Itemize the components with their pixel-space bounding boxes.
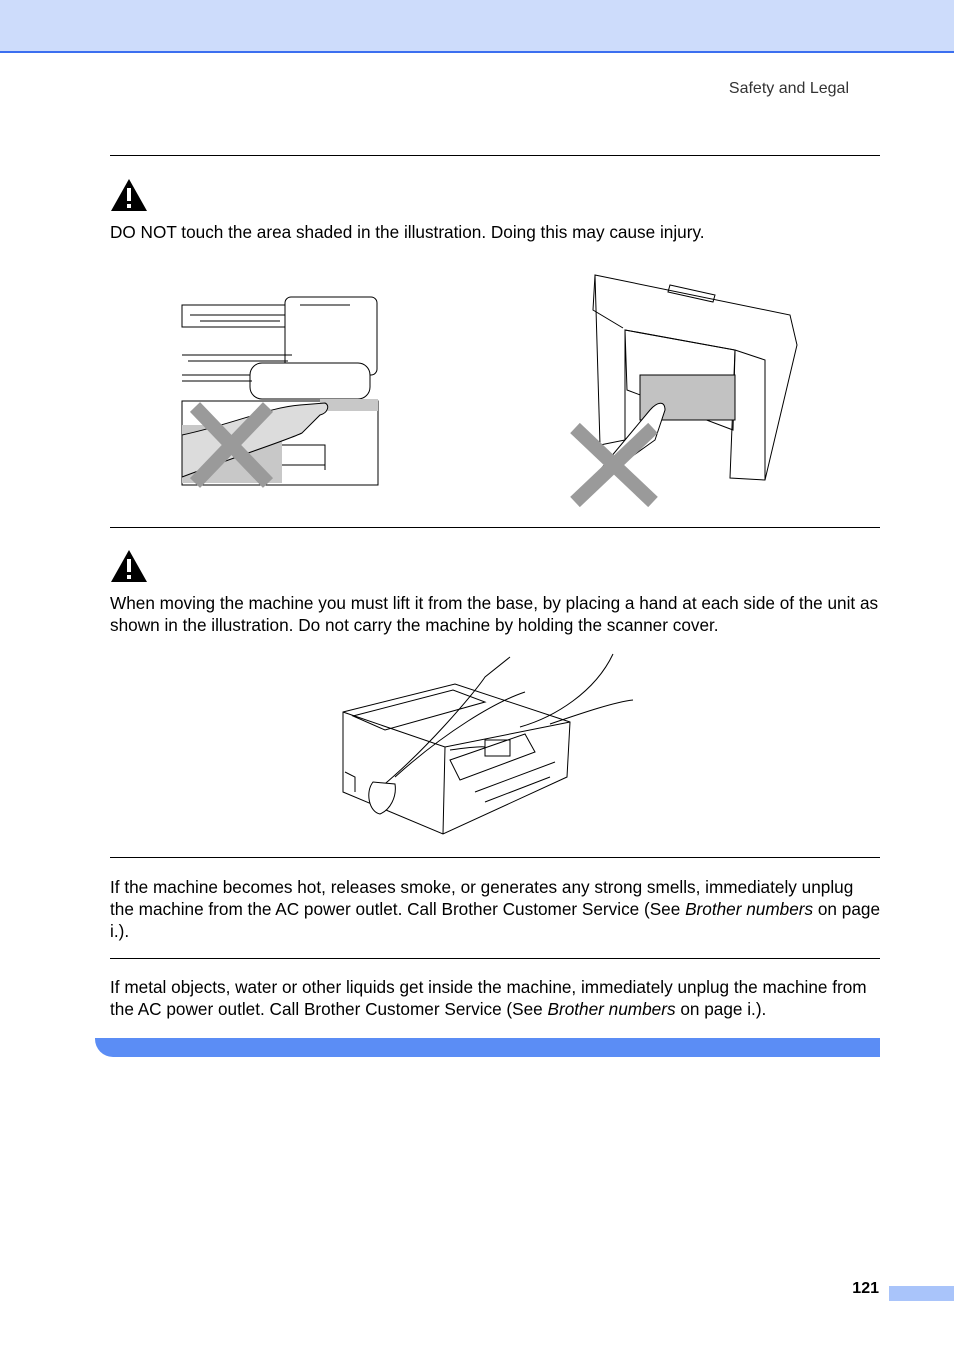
touch-hazard-illustration-right <box>565 270 805 510</box>
lifting-machine-illustration <box>335 652 640 840</box>
running-title: Safety and Legal <box>728 80 849 97</box>
section-divider <box>110 857 880 858</box>
touch-hazard-illustration-left <box>180 295 385 490</box>
notice-text: on page i.). <box>110 899 880 941</box>
header-band <box>0 0 954 53</box>
notice-text: If the machine becomes hot, releases smoke, or generates any strong smells, immediately unplug the machine from the AC power outlet. Call Brother Customer Service (See <box>110 877 854 919</box>
liquid-notice <box>110 976 880 1020</box>
warning-text: When moving the machine you must lift it from the base, by placing a hand at each side of the unit as shown in the illustration. Do not carry the machine by holding the scanner cover. <box>110 593 879 635</box>
page-number: 121 <box>852 1280 879 1297</box>
hot-machine-notice <box>110 876 880 942</box>
warning-icon <box>110 178 148 212</box>
notice-text: on page i.). <box>675 999 767 1019</box>
section-divider <box>110 958 880 959</box>
warning-icon <box>110 549 148 583</box>
cross-reference: Brother numbers <box>547 999 676 1019</box>
section-divider <box>110 527 880 528</box>
notice-text: If metal objects, water or other liquids get inside the machine, immediately unplug the machine from the AC power outlet. Call Brother Customer Service (See <box>110 977 867 1019</box>
warning-text: DO NOT touch the area shaded in the illustration. Doing this may cause injury. <box>110 222 705 242</box>
cross-reference: Brother numbers <box>685 899 814 919</box>
page-tab <box>889 1286 954 1301</box>
section-end-bar <box>95 1038 880 1057</box>
section-divider <box>110 155 880 156</box>
